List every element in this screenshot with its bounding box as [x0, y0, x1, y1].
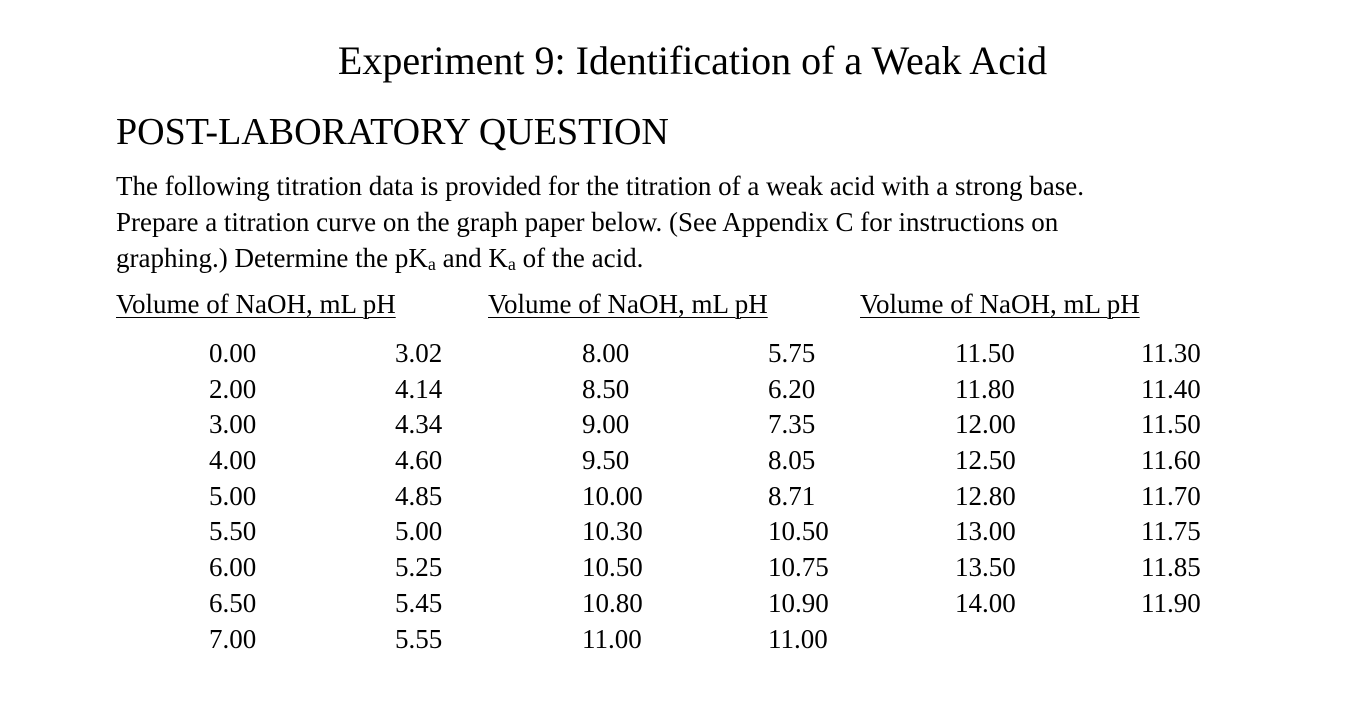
volume-cell: 14.00	[955, 587, 1016, 618]
volume-cell: 11.80	[955, 373, 1015, 404]
volume-cell: 0.00	[209, 338, 257, 368]
volume-column-group-3	[955, 336, 1016, 622]
ph-cell: 11.70	[1141, 480, 1201, 511]
volume-column-group-1	[209, 336, 256, 657]
instructions-line-2: Prepare a titration curve on the graph paper below. (See Appendix C for instructions on	[116, 207, 1059, 237]
ph-column-group-3	[1141, 336, 1201, 622]
volume-cell: 10.80	[582, 587, 643, 618]
volume-cell: 3.00	[209, 409, 257, 440]
table-header-row	[0, 287, 1365, 323]
ka-subscript-2: a	[507, 254, 516, 274]
ph-cell: 4.34	[395, 409, 443, 440]
volume-cell: 10.30	[582, 516, 643, 547]
volume-cell: 8.00	[582, 338, 630, 368]
volume-cell: 12.80	[955, 480, 1016, 511]
volume-cell: 13.50	[955, 552, 1016, 583]
ph-cell: 3.02	[395, 338, 443, 368]
ph-column-group-2	[768, 336, 829, 657]
volume-cell: 7.00	[209, 623, 257, 654]
column-header-group-1: Volume of NaOH, mL pH	[116, 289, 396, 319]
ph-cell: 11.85	[1141, 552, 1201, 583]
instructions-line-1: The following titration data is provided for the titration of a weak acid with a strong base.	[116, 171, 1084, 201]
volume-cell: 11.00	[582, 623, 642, 654]
column-header-group-2: Volume of NaOH, mL pH	[488, 289, 768, 319]
ph-cell: 5.00	[395, 516, 443, 547]
ph-cell: 5.75	[768, 338, 816, 368]
instructions-line-3-middle: and K	[435, 243, 508, 273]
section-heading: POST-LABORATORY QUESTION	[116, 111, 669, 153]
volume-cell: 8.50	[582, 373, 630, 404]
ph-cell: 10.50	[768, 516, 829, 547]
ph-cell: 10.90	[768, 587, 829, 618]
ph-cell: 11.40	[1141, 373, 1201, 404]
volume-column-group-2	[582, 336, 643, 657]
ph-cell: 6.20	[768, 373, 816, 404]
volume-cell: 5.50	[209, 516, 257, 547]
ka-subscript-1: a	[427, 254, 436, 274]
ph-cell: 11.90	[1141, 587, 1201, 618]
ph-cell: 10.75	[768, 552, 829, 583]
volume-cell: 11.50	[955, 338, 1015, 368]
volume-cell: 12.00	[955, 409, 1016, 440]
volume-cell: 4.00	[209, 445, 257, 476]
ph-cell: 7.35	[768, 409, 816, 440]
instructions-line-3-suffix: of the acid.	[515, 243, 644, 273]
ph-column-group-1	[395, 336, 442, 657]
ph-cell: 5.45	[395, 587, 443, 618]
ph-cell: 11.50	[1141, 409, 1201, 440]
page-title: Experiment 9: Identification of a Weak Acid	[337, 38, 1048, 83]
instructions-line-3	[116, 240, 1276, 279]
ph-cell: 11.75	[1141, 516, 1201, 547]
ph-cell: 11.30	[1141, 338, 1201, 368]
volume-cell: 10.50	[582, 552, 643, 583]
volume-cell: 9.50	[582, 445, 630, 476]
volume-cell: 12.50	[955, 445, 1016, 476]
ph-cell: 5.55	[395, 623, 443, 654]
volume-cell: 6.50	[209, 587, 257, 618]
ph-cell: 11.00	[768, 623, 828, 654]
volume-cell: 10.00	[582, 480, 643, 511]
ph-cell: 11.60	[1141, 445, 1201, 476]
volume-cell: 13.00	[955, 516, 1016, 547]
column-header-group-3: Volume of NaOH, mL pH	[860, 289, 1140, 319]
ph-cell: 4.14	[395, 373, 443, 404]
volume-cell: 5.00	[209, 480, 257, 511]
ph-cell: 5.25	[395, 552, 443, 583]
ph-cell: 4.60	[395, 445, 443, 476]
volume-cell: 6.00	[209, 552, 257, 583]
volume-cell: 9.00	[582, 409, 630, 440]
ph-cell: 8.05	[768, 445, 816, 476]
volume-cell: 2.00	[209, 373, 257, 404]
instructions-line-3-prefix: graphing.) Determine the pK	[116, 243, 428, 273]
ph-cell: 8.71	[768, 480, 816, 511]
instructions-paragraph	[116, 168, 1276, 279]
ph-cell: 4.85	[395, 480, 443, 511]
